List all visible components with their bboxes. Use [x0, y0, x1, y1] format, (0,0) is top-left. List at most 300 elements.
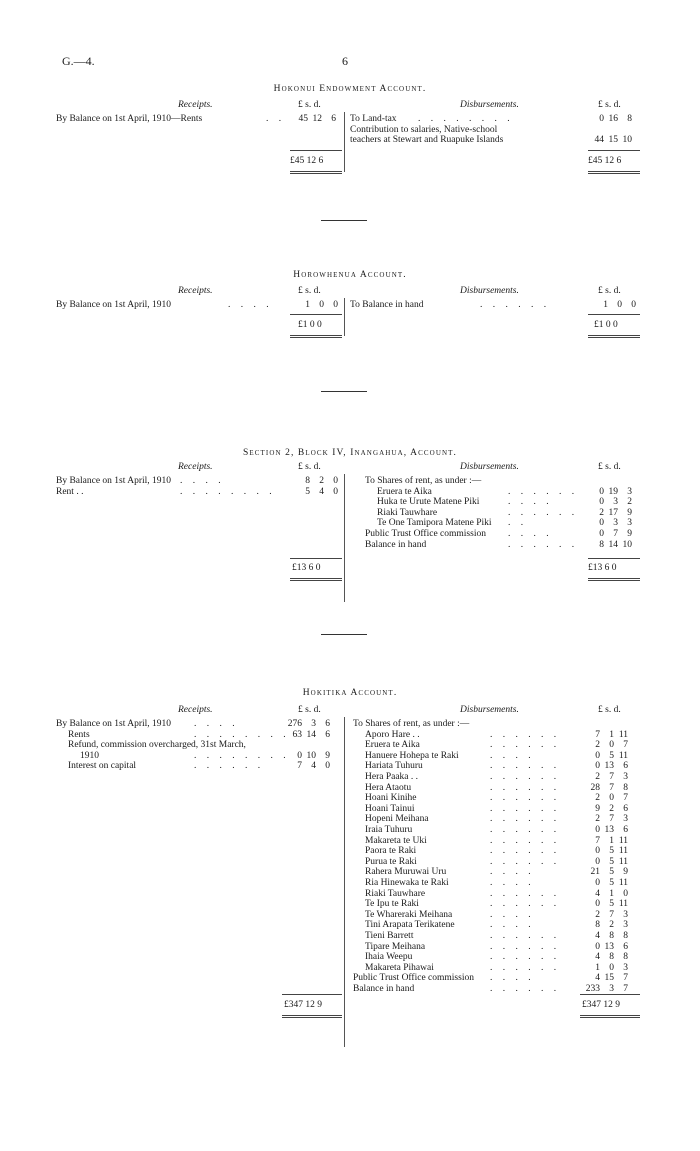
pounds-value: 44: [594, 135, 604, 146]
pounds-value: 8: [595, 920, 600, 931]
pounds-value: 0: [595, 899, 600, 910]
pence-value: 9: [627, 529, 632, 539]
amount: [580, 836, 628, 847]
amount: [584, 540, 632, 551]
shillings-value: 0: [617, 300, 622, 310]
receipt-label: By Balance on 1st April, 1910—Rents: [56, 114, 203, 124]
leader-dots: . . . . . .: [490, 888, 561, 899]
pounds-value: 2: [595, 740, 600, 751]
pounds-value: 2: [595, 772, 600, 782]
pence-value: 11: [618, 835, 628, 846]
amount: [580, 730, 628, 741]
double-rule: [290, 171, 342, 172]
disbursement-label: Huka te Urute Matene Piki: [377, 497, 480, 508]
pence-value: 9: [627, 507, 632, 518]
pence-value: 6: [325, 729, 330, 740]
disbursement-label: Riaki Tauwhare: [365, 888, 426, 899]
section-separator: [321, 634, 367, 635]
shillings-value: 17: [608, 507, 618, 518]
leader-dots: . . . . . .: [490, 761, 561, 772]
leader-dots: . . . . . .: [490, 899, 561, 910]
total-rule: [588, 558, 640, 559]
shillings-value: 5: [609, 867, 614, 878]
page-number: 6: [342, 54, 348, 68]
disbursement-label: Rahera Muruwai Uru: [365, 867, 447, 878]
amount: [584, 529, 632, 540]
leader-dots: . . . .: [508, 529, 553, 539]
receipts-heading: Receipts.: [178, 286, 213, 296]
leader-dots: . . . . . .: [508, 539, 579, 550]
shillings-value: 12: [312, 114, 322, 124]
leader-dots: . . . .: [490, 920, 535, 931]
amount: [580, 889, 628, 900]
section-separator: [321, 220, 367, 221]
pounds-value: 4: [595, 888, 600, 899]
disbursement-label: Balance in hand: [365, 539, 427, 550]
pounds-value: 276: [287, 719, 302, 729]
shillings-value: 7: [609, 814, 614, 825]
disbursement-label: Tipare Meihana: [365, 941, 426, 952]
shillings-value: 13: [604, 761, 614, 772]
receipts-heading: Receipts.: [178, 100, 213, 110]
amount: [584, 114, 632, 125]
pence-value: 2: [627, 497, 632, 508]
leader-dots: . . . . . . . .: [194, 729, 290, 740]
disbursement-label: Ihaia Weepu: [365, 952, 413, 963]
leader-dots: . . . .: [490, 909, 535, 920]
pence-value: 7: [623, 793, 628, 804]
receipt-label: By Balance on 1st April, 1910: [56, 300, 172, 310]
disbursement-label: Iraia Tuhuru: [365, 825, 413, 835]
leader-dots: . . . .: [490, 867, 535, 878]
lsd-heading: £ s. d.: [598, 286, 621, 296]
leader-dots: . . . . . .: [480, 300, 551, 310]
double-rule: [282, 1015, 342, 1016]
shillings-value: 14: [608, 539, 618, 550]
leader-dots: . . . . . .: [490, 846, 561, 857]
amount: [584, 135, 632, 146]
total-receipts: £45 12 6: [290, 156, 324, 166]
double-rule: [290, 578, 342, 579]
pounds-value: 28: [590, 782, 600, 793]
leader-dots: . . . . . .: [194, 761, 265, 772]
pounds-value: 2: [599, 507, 604, 518]
lsd-heading: £ s. d.: [598, 705, 621, 715]
leader-dots: . . . .: [180, 476, 225, 486]
shillings-value: 15: [608, 135, 618, 146]
receipts-heading: Receipts.: [178, 462, 213, 472]
pounds-value: 8: [599, 539, 604, 550]
shillings-value: 7: [609, 909, 614, 920]
disbursement-label: Makareta Pihawai: [365, 962, 434, 973]
account-title: Horowhenua Account.: [293, 270, 407, 280]
pence-value: 6: [623, 761, 628, 772]
amount: [580, 910, 628, 921]
pounds-value: 45: [298, 114, 308, 124]
pounds-value: 2: [595, 814, 600, 825]
amount: [580, 793, 628, 804]
disbursement-label: teachers at Stewart and Ruapuke Islands: [350, 135, 504, 146]
amount: [580, 814, 628, 825]
amount: [580, 857, 628, 868]
shillings-value: 2: [609, 920, 614, 931]
pounds-value: 0: [599, 529, 604, 539]
account-title: Hokonui Endowment Account.: [273, 84, 427, 94]
pounds-value: 0: [595, 941, 600, 952]
leader-dots: . . . .: [490, 973, 535, 984]
shillings-value: 7: [613, 529, 618, 539]
pence-value: 3: [623, 772, 628, 782]
double-rule: [588, 578, 640, 579]
leader-dots: . . . . . .: [490, 835, 561, 846]
disbursement-label: Public Trust Office commission: [365, 529, 486, 539]
pounds-value: 5: [305, 486, 310, 497]
pounds-value: 0: [595, 750, 600, 761]
pence-value: 0: [631, 300, 636, 310]
disbursements-heading: Disbursements.: [460, 286, 519, 296]
pounds-value: 0: [595, 856, 600, 867]
receipt-label: Rent . .: [56, 486, 84, 497]
receipt-label: Interest on capital: [68, 761, 137, 772]
disbursement-label: Hariata Tuhuru: [365, 761, 423, 772]
amount: [584, 508, 632, 519]
amount: [580, 751, 628, 762]
total-disbursements: £13 6 0: [588, 563, 617, 573]
shillings-value: 5: [609, 856, 614, 867]
amount: [580, 761, 628, 772]
shillings-value: 1: [609, 835, 614, 846]
pence-value: 9: [623, 867, 628, 878]
pence-value: 9: [325, 750, 330, 761]
disbursement-label: Paora te Raki: [365, 846, 417, 857]
total-rule: [580, 994, 640, 995]
leader-dots: . . . . . .: [508, 486, 579, 497]
pence-value: 8: [623, 782, 628, 793]
disbursement-label: Eruera te Aika: [365, 740, 420, 751]
total-receipts: £347 12 9: [284, 1000, 322, 1010]
pence-value: 3: [623, 814, 628, 825]
disbursement-label: Public Trust Office commission: [353, 973, 474, 984]
leader-dots: . . . . . . . .: [418, 114, 514, 124]
amount: [288, 114, 336, 125]
amount: [282, 751, 330, 762]
disbursement-label: Purua te Raki: [365, 856, 417, 867]
total-rule: [588, 150, 640, 151]
disbursement-label: To Shares of rent, as under :—: [365, 476, 482, 486]
amount: [282, 719, 330, 730]
leader-dots: . . . . . .: [490, 984, 561, 994]
total-rule: [282, 994, 342, 995]
disbursements-heading: Disbursements.: [460, 462, 519, 472]
shillings-value: 3: [613, 497, 618, 508]
leader-dots: . . . . . .: [490, 803, 561, 814]
receipt-label: By Balance on 1st April, 1910: [56, 719, 172, 729]
shillings-value: 0: [319, 300, 324, 310]
double-rule: [290, 335, 342, 336]
leader-dots: . . . .: [490, 878, 535, 888]
leader-dots: . . . . . .: [490, 952, 561, 963]
leader-dots: . .: [508, 518, 528, 529]
pence-value: 3: [623, 962, 628, 973]
pence-value: 11: [618, 878, 628, 888]
disbursements-heading: Disbursements.: [460, 100, 519, 110]
amount: [580, 740, 628, 751]
pence-value: 11: [618, 856, 628, 867]
pence-value: 10: [622, 135, 632, 146]
amount: [580, 920, 628, 931]
shillings-value: 8: [609, 952, 614, 963]
pounds-value: 7: [595, 729, 600, 740]
shillings-value: 3: [613, 518, 618, 529]
pounds-value: 7: [595, 835, 600, 846]
disbursement-label: Eruera te Aika: [377, 486, 432, 497]
leader-dots: . . . . . .: [508, 507, 579, 518]
pounds-value: 1: [305, 300, 310, 310]
double-rule: [580, 1017, 640, 1018]
amount: [580, 846, 628, 857]
pounds-value: 4: [595, 952, 600, 963]
pence-value: 8: [623, 952, 628, 963]
disbursement-label: Hoani Kinihe: [365, 793, 417, 804]
shillings-value: 7: [609, 782, 614, 793]
amount: [282, 761, 330, 772]
pounds-value: 7: [297, 761, 302, 772]
pence-value: 3: [623, 920, 628, 931]
leader-dots: . . . . . . . .: [180, 486, 276, 497]
amount: [580, 952, 628, 963]
leader-dots: . . . . . .: [490, 782, 561, 793]
pence-value: 3: [627, 486, 632, 497]
shillings-value: 1: [609, 729, 614, 740]
pounds-value: 0: [595, 761, 600, 772]
lsd-heading: £ s. d.: [598, 100, 621, 110]
pence-value: 0: [333, 300, 338, 310]
pence-value: 11: [618, 846, 628, 857]
double-rule: [588, 335, 640, 336]
pounds-value: 0: [595, 825, 600, 835]
double-rule: [290, 580, 342, 581]
amount: [580, 772, 628, 783]
leader-dots: . . . . . .: [490, 931, 561, 941]
shillings-value: 4: [311, 761, 316, 772]
receipts-heading: Receipts.: [178, 705, 213, 715]
pence-value: 7: [623, 973, 628, 984]
amount: [580, 804, 628, 815]
amount: [580, 783, 628, 794]
pounds-value: 0: [595, 846, 600, 857]
pence-value: 3: [627, 518, 632, 529]
amount: [584, 518, 632, 529]
section-separator: [321, 391, 367, 392]
column-divider: [344, 112, 345, 172]
pounds-value: 4: [595, 931, 600, 941]
shillings-value: 2: [319, 476, 324, 486]
pence-value: 10: [622, 539, 632, 550]
amount: [584, 487, 632, 498]
shillings-value: 0: [609, 962, 614, 973]
leader-dots: . . . . . .: [490, 814, 561, 825]
disbursement-label: Tini Arapata Terikatene: [365, 920, 455, 931]
pounds-value: 1: [603, 300, 608, 310]
shillings-value: 0: [609, 740, 614, 751]
pence-value: 8: [623, 931, 628, 941]
pence-value: 11: [618, 899, 628, 910]
disbursement-label: Hopeni Meihana: [365, 814, 429, 825]
leader-dots: . . . .: [194, 719, 239, 729]
lsd-heading: £ s. d.: [298, 100, 321, 110]
leader-dots: . . . . . .: [490, 856, 561, 867]
leader-dots: . . . .: [490, 750, 535, 761]
pounds-value: 0: [599, 497, 604, 508]
amount: [290, 487, 338, 498]
disbursement-label: Te One Tamipora Matene Piki: [377, 518, 492, 529]
pence-value: 0: [333, 476, 338, 486]
shillings-value: 19: [608, 486, 618, 497]
leader-dots: . . . . . . . .: [194, 750, 290, 761]
disbursement-label: To Land-tax: [350, 114, 397, 124]
document-reference: G.—4.: [62, 54, 95, 68]
total-disbursements: £1 0 0: [594, 320, 618, 330]
disbursement-label: To Shares of rent, as under :—: [353, 719, 470, 729]
disbursement-label: Contribution to salaries, Native-school: [350, 124, 498, 135]
leader-dots: . . . . . .: [490, 825, 561, 835]
amount: [580, 942, 628, 953]
pounds-value: 8: [305, 476, 310, 486]
disbursement-label: Te Whareraki Meihana: [365, 909, 453, 920]
disbursement-label: Hanuere Hohepa te Raki: [365, 750, 459, 761]
shillings-value: 10: [306, 750, 316, 761]
pounds-value: 0: [599, 486, 604, 497]
shillings-value: 4: [319, 486, 324, 497]
shillings-value: 16: [608, 114, 618, 124]
leader-dots: . . . . . .: [490, 793, 561, 804]
double-rule: [588, 580, 640, 581]
shillings-value: 5: [609, 878, 614, 888]
pence-value: 8: [627, 114, 632, 124]
total-receipts: £13 6 0: [292, 563, 321, 573]
pence-value: 0: [333, 486, 338, 497]
account-title: Hokitika Account.: [302, 688, 398, 698]
shillings-value: 8: [609, 931, 614, 941]
amount: [580, 899, 628, 910]
disbursement-label: Aporo Hare . .: [365, 729, 420, 740]
disbursement-label: Tieni Barrett: [365, 931, 414, 941]
amount: [282, 730, 330, 741]
amount: [580, 973, 628, 984]
shillings-value: 3: [311, 719, 316, 729]
total-disbursements: £45 12 6: [588, 156, 622, 166]
total-receipts: £1 0 0: [298, 320, 322, 330]
disbursement-label: Ria Hinewaka te Raki: [365, 878, 449, 888]
leader-dots: . . . . . .: [490, 962, 561, 973]
pounds-value: 9: [595, 803, 600, 814]
pence-value: 7: [623, 984, 628, 994]
amount: [580, 867, 628, 878]
pounds-value: 63: [292, 729, 302, 740]
lsd-heading: £ s. d.: [298, 286, 321, 296]
disbursement-label: Hera Ataotu: [365, 782, 412, 793]
double-rule: [588, 173, 640, 174]
double-rule: [588, 337, 640, 338]
amount: [580, 878, 628, 889]
amount: [584, 497, 632, 508]
pence-value: 0: [325, 761, 330, 772]
pounds-value: 0: [595, 878, 600, 888]
amount: [580, 931, 628, 942]
column-divider: [344, 474, 345, 602]
disbursement-label: To Balance in hand: [350, 300, 424, 310]
double-rule: [290, 337, 342, 338]
pounds-value: 1: [595, 962, 600, 973]
pounds-value: 4: [595, 973, 600, 984]
amount: [580, 963, 628, 974]
pounds-value: 0: [599, 518, 604, 529]
shillings-value: 13: [604, 825, 614, 835]
lsd-heading: £ s. d.: [598, 462, 621, 472]
disbursement-label: Balance in hand: [353, 984, 415, 994]
shillings-value: 3: [609, 984, 614, 994]
amount: [290, 300, 338, 311]
double-rule: [282, 1017, 342, 1018]
leader-dots: . . . .: [228, 300, 273, 310]
column-divider: [344, 298, 345, 336]
pounds-value: 0: [297, 750, 302, 761]
shillings-value: 13: [604, 941, 614, 952]
pence-value: 6: [325, 719, 330, 729]
shillings-value: 5: [609, 846, 614, 857]
pence-value: 3: [623, 909, 628, 920]
shillings-value: 5: [609, 750, 614, 761]
amount: [290, 476, 338, 487]
receipt-label: Rents: [68, 729, 90, 740]
total-rule: [290, 150, 342, 151]
amount: [580, 825, 628, 836]
leader-dots: . . . . . .: [490, 729, 561, 740]
disbursement-label: Hera Paaka . .: [365, 772, 419, 782]
receipt-label: By Balance on 1st April, 1910: [56, 476, 172, 486]
lsd-heading: £ s. d.: [298, 705, 321, 715]
receipt-label: Refund, commission overcharged, 31st March,: [68, 740, 246, 751]
shillings-value: 0: [609, 793, 614, 804]
shillings-value: 1: [609, 888, 614, 899]
total-rule: [290, 558, 342, 559]
disbursement-label: Makareta te Uki: [365, 835, 427, 846]
pounds-value: 2: [595, 909, 600, 920]
pence-value: 0: [623, 888, 628, 899]
pounds-value: 233: [585, 984, 600, 994]
amount: [588, 300, 636, 311]
disbursement-label: Hoani Tainui: [365, 803, 415, 814]
leader-dots: . . . . . .: [490, 941, 561, 952]
shillings-value: 5: [609, 899, 614, 910]
pence-value: 6: [331, 114, 336, 124]
pence-value: 6: [623, 803, 628, 814]
pence-value: 11: [618, 750, 628, 761]
pounds-value: 2: [595, 793, 600, 804]
shillings-value: 7: [609, 772, 614, 782]
column-divider: [344, 717, 345, 1047]
disbursement-label: Te Ipu te Raki: [365, 899, 419, 910]
leader-dots: . . . .: [508, 497, 553, 508]
account-title: Section 2, Block IV, Inangahua, Account.: [243, 448, 457, 458]
leader-dots: . . . . . .: [490, 740, 561, 751]
disbursement-label: Riaki Tauwhare: [377, 507, 438, 518]
disbursements-heading: Disbursements.: [460, 705, 519, 715]
lsd-heading: £ s. d.: [298, 462, 321, 472]
total-rule: [290, 314, 342, 315]
double-rule: [290, 173, 342, 174]
total-disbursements: £347 12 9: [582, 1000, 620, 1010]
